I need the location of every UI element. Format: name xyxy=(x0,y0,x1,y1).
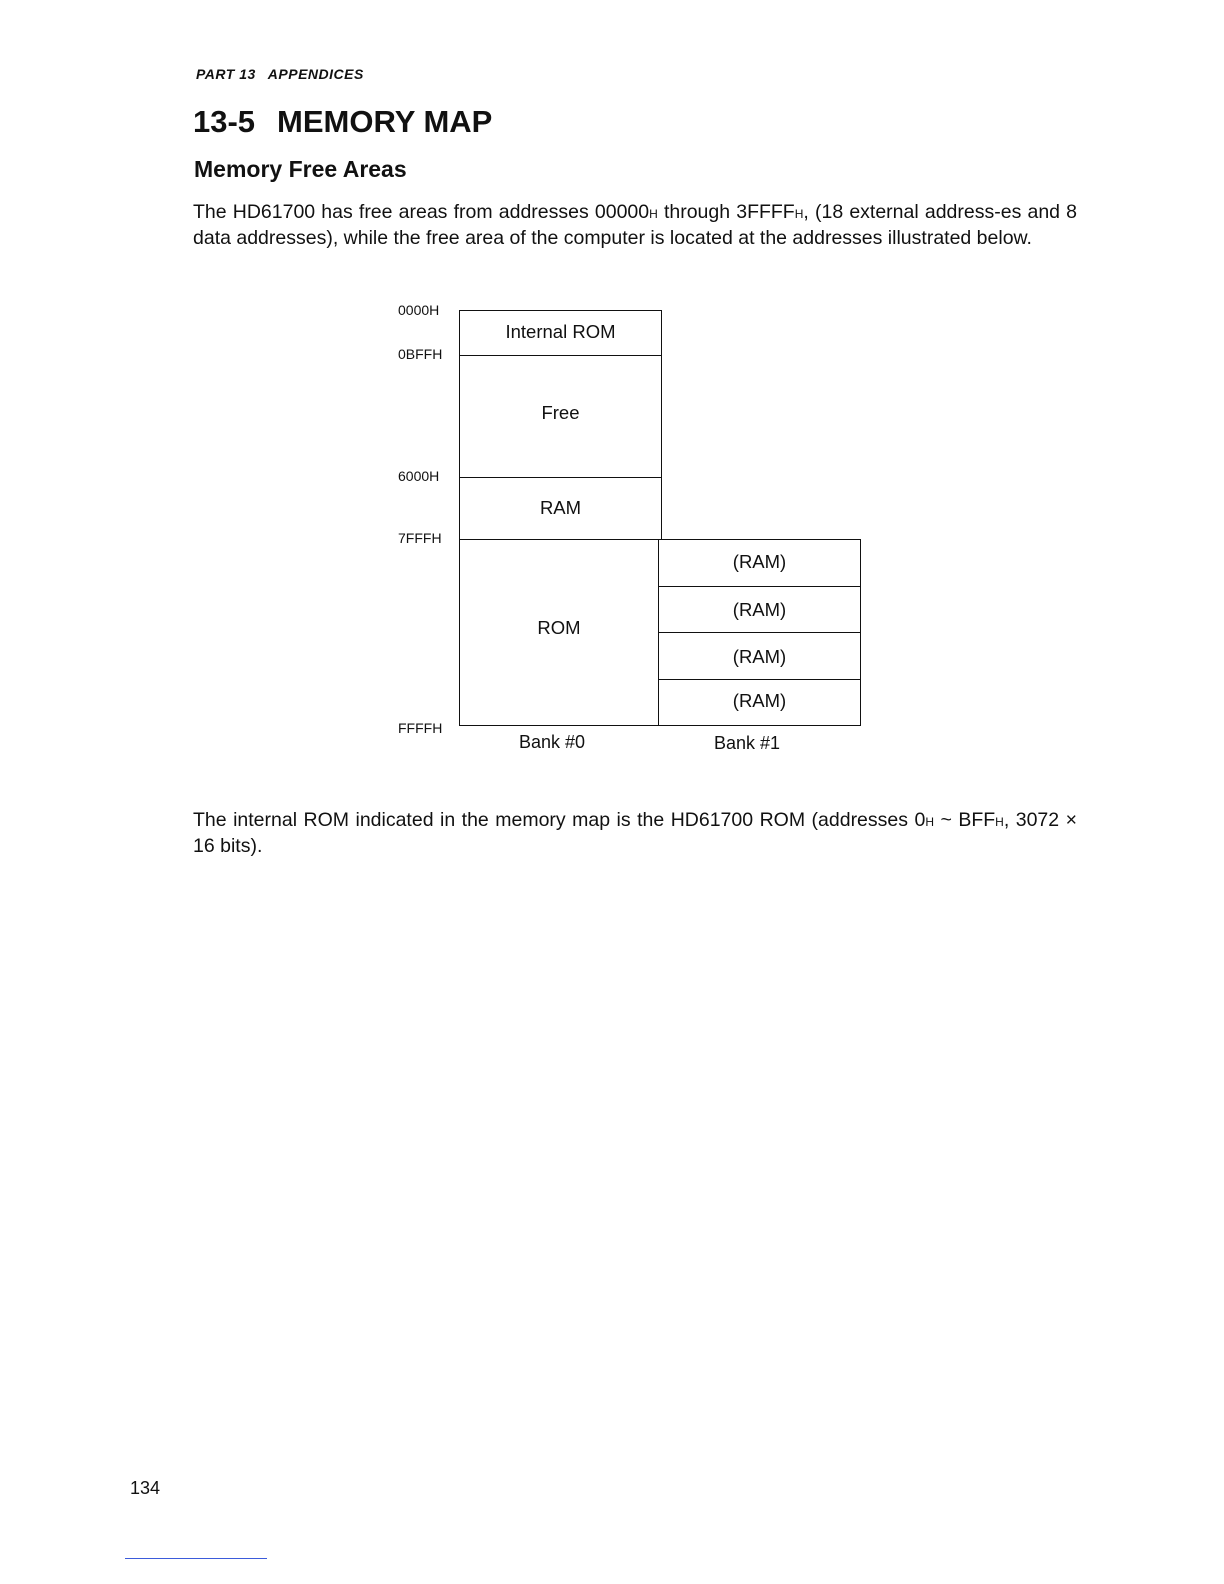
bank0-right-border xyxy=(661,310,662,540)
region-ram: RAM xyxy=(539,497,582,518)
intro-text-2: through 3FFFF xyxy=(657,201,795,223)
note-text-2: ~ BFF xyxy=(934,809,996,831)
subsection-title: Memory Free Areas xyxy=(194,156,407,182)
footer-rule xyxy=(125,1558,267,1559)
address-label: 0000H xyxy=(398,302,440,318)
address-label: 7FFFH xyxy=(398,530,442,546)
running-header xyxy=(196,66,364,82)
bank1-label: Bank #1 xyxy=(714,733,781,753)
bank1-divider xyxy=(658,679,861,680)
section-title xyxy=(193,104,492,140)
intro-text-1: The HD61700 has free areas from addresses 00000 xyxy=(193,201,650,223)
address-label: 6000H xyxy=(398,468,440,484)
hex-suffix: H xyxy=(925,815,934,829)
note-paragraph xyxy=(193,808,1077,858)
header-part: PART 13 xyxy=(196,66,256,82)
bank0-top-border xyxy=(459,310,662,311)
divider-0bff xyxy=(459,355,662,356)
bank1-divider xyxy=(658,586,861,587)
region-bank1-ram: (RAM) xyxy=(732,690,787,711)
intro-text-3: , (18 external address-es and 8 data addresses), while the free area of the computer is located at the addresses illustrated below. xyxy=(193,201,1078,249)
region-internal-rom: Internal ROM xyxy=(505,321,616,342)
bank0-label: Bank #0 xyxy=(519,732,586,752)
hex-suffix: H xyxy=(649,207,658,221)
region-bank1-ram: (RAM) xyxy=(732,599,787,620)
address-label: FFFFH xyxy=(398,720,443,736)
region-bank1-ram: (RAM) xyxy=(732,551,787,572)
region-free: Free xyxy=(541,402,580,423)
divider-6000 xyxy=(459,477,662,478)
hex-suffix: H xyxy=(794,207,804,221)
bank1-divider xyxy=(658,632,861,633)
section-number: 13-5 xyxy=(193,104,256,139)
address-label: 0BFFH xyxy=(398,346,443,362)
intro-paragraph xyxy=(193,200,1077,250)
region-rom: ROM xyxy=(537,617,581,638)
hex-suffix: H xyxy=(995,815,1004,829)
note-text-3: , 3072 × 16 bits). xyxy=(193,809,1077,857)
bottom-border xyxy=(459,725,861,726)
divider-7fff xyxy=(459,539,861,540)
header-section: APPENDICES xyxy=(267,66,364,82)
region-bank1-ram: (RAM) xyxy=(732,646,787,667)
page-number: 134 xyxy=(130,1478,161,1498)
section-heading: MEMORY MAP xyxy=(277,104,493,139)
note-text-1: The internal ROM indicated in the memory map is the HD61700 ROM (addresses 0 xyxy=(193,809,926,831)
